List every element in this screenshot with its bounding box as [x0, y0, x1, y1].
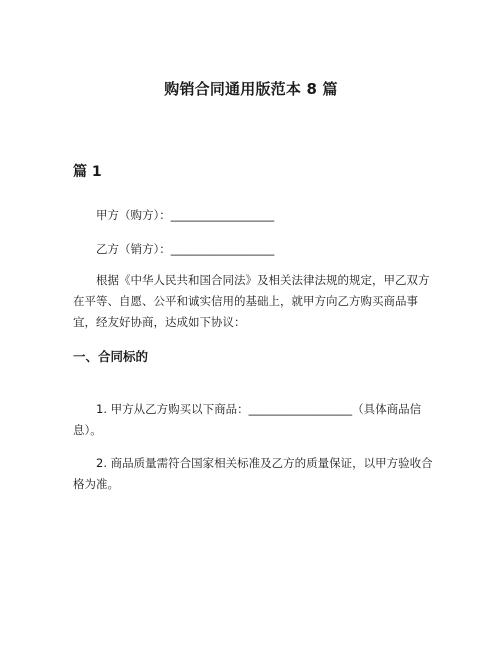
- clause-1: 1. 甲方从乙方购买以下商品：__________________（具体商品信息）。: [73, 402, 422, 437]
- section-heading: 篇 1: [73, 164, 102, 180]
- document-title: 购销合同通用版范本 8 篇: [164, 80, 338, 98]
- party-a-line: 甲方（购方）：__________________: [96, 208, 275, 222]
- preamble-paragraph: 根据《中华人民共和国合同法》及相关法律法规的规定，甲乙双方在平等、自愿、公平和诚实信用的基础上，就甲方向乙方购买商品事宜，经友好协商，达成如下协议：: [73, 273, 430, 329]
- clause-2: 2. 商品质量需符合国家相关标准及乙方的质量保证，以甲方验收合格为准。: [73, 456, 433, 491]
- article-heading: 一、合同标的: [73, 349, 149, 364]
- party-b-line: 乙方（销方）：__________________: [96, 242, 275, 256]
